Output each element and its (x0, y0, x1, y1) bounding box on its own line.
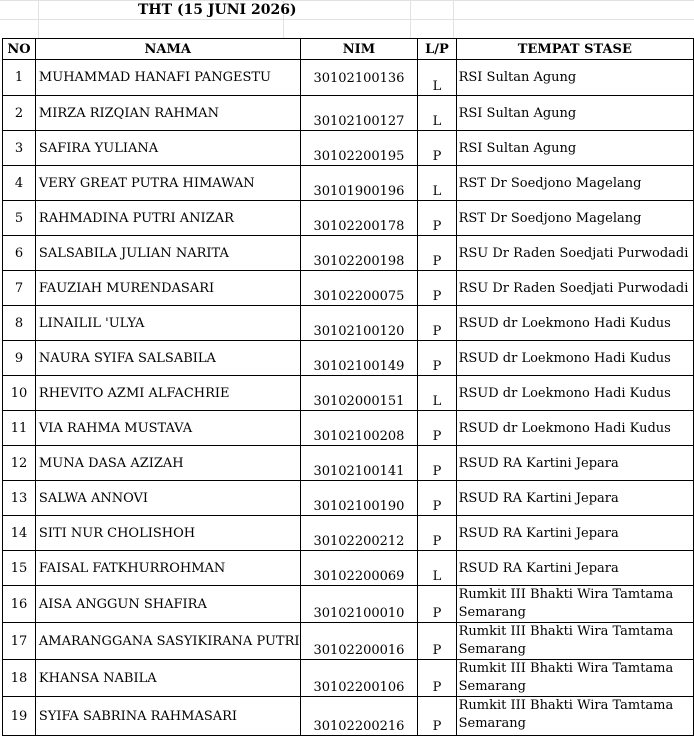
header-nim: NIM (300, 39, 418, 60)
cell-lp[interactable]: P (418, 306, 456, 341)
cell-nama[interactable]: FAISAL FATKHURROHMAN (35, 551, 300, 586)
cell-nim[interactable]: 30102200069 (300, 551, 418, 586)
cell-nama[interactable]: AMARANGGANA SASYIKIRANA PUTRI (35, 623, 300, 660)
cell-lp[interactable]: P (418, 623, 456, 660)
cell-lp[interactable]: P (418, 586, 456, 623)
cell-stase[interactable]: RSUD RA Kartini Jepara (456, 551, 693, 586)
cell-stase[interactable]: RST Dr Soedjono Magelang (456, 201, 693, 236)
table-row[interactable] (3, 481, 694, 516)
cell-no[interactable]: 1 (3, 60, 36, 96)
table-row[interactable] (3, 201, 694, 236)
cell-nim[interactable]: 30102200212 (300, 516, 418, 551)
cell-lp[interactable]: P (418, 446, 456, 481)
table-row[interactable] (3, 623, 694, 660)
cell-stase[interactable]: RSI Sultan Agung (456, 96, 693, 131)
cell-lp[interactable]: P (418, 411, 456, 446)
cell-nim[interactable]: 30102200075 (300, 271, 418, 306)
cell-stase[interactable]: RSI Sultan Agung (456, 131, 693, 166)
cell-nama[interactable]: VERY GREAT PUTRA HIMAWAN (35, 166, 300, 201)
cell-lp[interactable]: P (418, 660, 456, 697)
table-row[interactable] (3, 551, 694, 586)
cell-nim[interactable]: 30102200198 (300, 236, 418, 271)
cell-no[interactable]: 13 (3, 481, 36, 516)
header-lp: L/P (418, 39, 456, 60)
cell-stase[interactable]: RSUD RA Kartini Jepara (456, 446, 693, 481)
table-row[interactable] (3, 306, 694, 341)
cell-nim[interactable]: 30102100208 (300, 411, 418, 446)
cell-no[interactable]: 4 (3, 166, 36, 201)
gridline (410, 0, 411, 38)
cell-nama[interactable]: MUHAMMAD HANAFI PANGESTU (35, 60, 300, 96)
cell-nama[interactable]: KHANSA NABILA (35, 660, 300, 697)
cell-nim[interactable]: 30102100190 (300, 481, 418, 516)
cell-stase[interactable]: RSU Dr Raden Soedjati Purwodadi (456, 271, 693, 306)
table-row[interactable] (3, 411, 694, 446)
cell-nim[interactable]: 30102100141 (300, 446, 418, 481)
table-row[interactable] (3, 376, 694, 411)
sheet-title: THT (15 JUNI 2026) (138, 2, 297, 18)
cell-nim[interactable]: 30102000151 (300, 376, 418, 411)
cell-stase[interactable]: Rumkit III Bhakti Wira Tamtama Semarang (456, 697, 693, 736)
cell-lp[interactable]: P (418, 201, 456, 236)
cell-lp[interactable]: P (418, 271, 456, 306)
cell-nim[interactable]: 30102100120 (300, 306, 418, 341)
table-row[interactable] (3, 446, 694, 481)
header-stase: TEMPAT STASE (456, 39, 693, 60)
cell-stase[interactable]: Rumkit III Bhakti Wira Tamtama Semarang (456, 586, 693, 623)
gridline (453, 0, 454, 38)
cell-nim[interactable]: 30102100127 (300, 96, 418, 131)
cell-nim[interactable]: 30102200106 (300, 660, 418, 697)
cell-nama[interactable]: LINAILIL 'ULYA (35, 306, 300, 341)
cell-stase[interactable]: RSUD dr Loekmono Hadi Kudus (456, 341, 693, 376)
cell-nim[interactable]: 30102200178 (300, 201, 418, 236)
student-table (2, 38, 694, 736)
cell-no[interactable]: 14 (3, 516, 36, 551)
header-no: NO (3, 39, 36, 60)
table-row[interactable] (3, 516, 694, 551)
cell-lp[interactable]: P (418, 516, 456, 551)
cell-nama[interactable]: MIRZA RIZQIAN RAHMAN (35, 96, 300, 131)
cell-lp[interactable]: L (418, 96, 456, 131)
cell-lp[interactable]: P (418, 236, 456, 271)
table-row[interactable] (3, 166, 694, 201)
cell-no[interactable]: 18 (3, 660, 36, 697)
cell-stase[interactable]: RSU Dr Raden Soedjati Purwodadi (456, 236, 693, 271)
cell-no[interactable]: 17 (3, 623, 36, 660)
cell-nim[interactable]: 30102200195 (300, 131, 418, 166)
cell-nama[interactable]: MUNA DASA AZIZAH (35, 446, 300, 481)
cell-lp[interactable]: L (418, 60, 456, 96)
cell-stase[interactable]: Rumkit III Bhakti Wira Tamtama Semarang (456, 623, 693, 660)
cell-nim[interactable]: 30102200216 (300, 697, 418, 736)
cell-nama[interactable]: VIA RAHMA MUSTAVA (35, 411, 300, 446)
cell-nim[interactable]: 30102100149 (300, 341, 418, 376)
cell-stase[interactable]: RSUD dr Loekmono Hadi Kudus (456, 306, 693, 341)
cell-stase[interactable]: RSUD dr Loekmono Hadi Kudus (456, 411, 693, 446)
cell-nama[interactable]: RHEVITO AZMI ALFACHRIE (35, 376, 300, 411)
table-row[interactable] (3, 60, 694, 96)
cell-stase[interactable]: RSUD dr Loekmono Hadi Kudus (456, 376, 693, 411)
table-row[interactable] (3, 131, 694, 166)
table-row[interactable] (3, 586, 694, 623)
cell-nim[interactable]: 30101900196 (300, 166, 418, 201)
cell-no[interactable]: 7 (3, 271, 36, 306)
cell-stase[interactable]: Rumkit III Bhakti Wira Tamtama Semarang (456, 660, 693, 697)
header-row (3, 39, 694, 60)
cell-nim[interactable]: 30102100136 (300, 60, 418, 96)
cell-nama[interactable]: NAURA SYIFA SALSABILA (35, 341, 300, 376)
cell-stase[interactable]: RST Dr Soedjono Magelang (456, 166, 693, 201)
cell-no[interactable]: 11 (3, 411, 36, 446)
cell-no[interactable]: 2 (3, 96, 36, 131)
gridline (0, 19, 694, 20)
cell-no[interactable]: 12 (3, 446, 36, 481)
cell-nama[interactable]: SITI NUR CHOLISHOH (35, 516, 300, 551)
cell-stase[interactable]: RSUD RA Kartini Jepara (456, 516, 693, 551)
cell-nama[interactable]: SAFIRA YULIANA (35, 131, 300, 166)
cell-no[interactable]: 6 (3, 236, 36, 271)
cell-stase[interactable]: RSI Sultan Agung (456, 60, 693, 96)
cell-nim[interactable]: 30102100010 (300, 586, 418, 623)
cell-no[interactable]: 19 (3, 697, 36, 736)
cell-lp[interactable]: P (418, 697, 456, 736)
cell-no[interactable]: 10 (3, 376, 36, 411)
cell-no[interactable]: 5 (3, 201, 36, 236)
cell-no[interactable]: 15 (3, 551, 36, 586)
table-row[interactable] (3, 697, 694, 736)
cell-stase[interactable]: RSUD RA Kartini Jepara (456, 481, 693, 516)
cell-lp[interactable]: L (418, 551, 456, 586)
cell-nim[interactable]: 30102200016 (300, 623, 418, 660)
gridline (0, 0, 694, 1)
cell-no[interactable]: 3 (3, 131, 36, 166)
cell-no[interactable]: 8 (3, 306, 36, 341)
cell-nama[interactable]: RAHMADINA PUTRI ANIZAR (35, 201, 300, 236)
cell-nama[interactable]: FAUZIAH MURENDASARI (35, 271, 300, 306)
cell-lp[interactable]: L (418, 376, 456, 411)
cell-nama[interactable]: SYIFA SABRINA RAHMASARI (35, 697, 300, 736)
table-row[interactable] (3, 341, 694, 376)
cell-no[interactable]: 9 (3, 341, 36, 376)
gridline (38, 0, 39, 38)
cell-lp[interactable]: P (418, 481, 456, 516)
table-row[interactable] (3, 271, 694, 306)
cell-lp[interactable]: P (418, 341, 456, 376)
table-row[interactable] (3, 96, 694, 131)
header-nama: NAMA (35, 39, 300, 60)
cell-no[interactable]: 16 (3, 586, 36, 623)
cell-lp[interactable]: P (418, 131, 456, 166)
cell-nama[interactable]: SALWA ANNOVI (35, 481, 300, 516)
cell-nama[interactable]: AISA ANGGUN SHAFIRA (35, 586, 300, 623)
cell-lp[interactable]: L (418, 166, 456, 201)
table-row[interactable] (3, 236, 694, 271)
cell-nama[interactable]: SALSABILA JULIAN NARITA (35, 236, 300, 271)
table-row[interactable] (3, 660, 694, 697)
